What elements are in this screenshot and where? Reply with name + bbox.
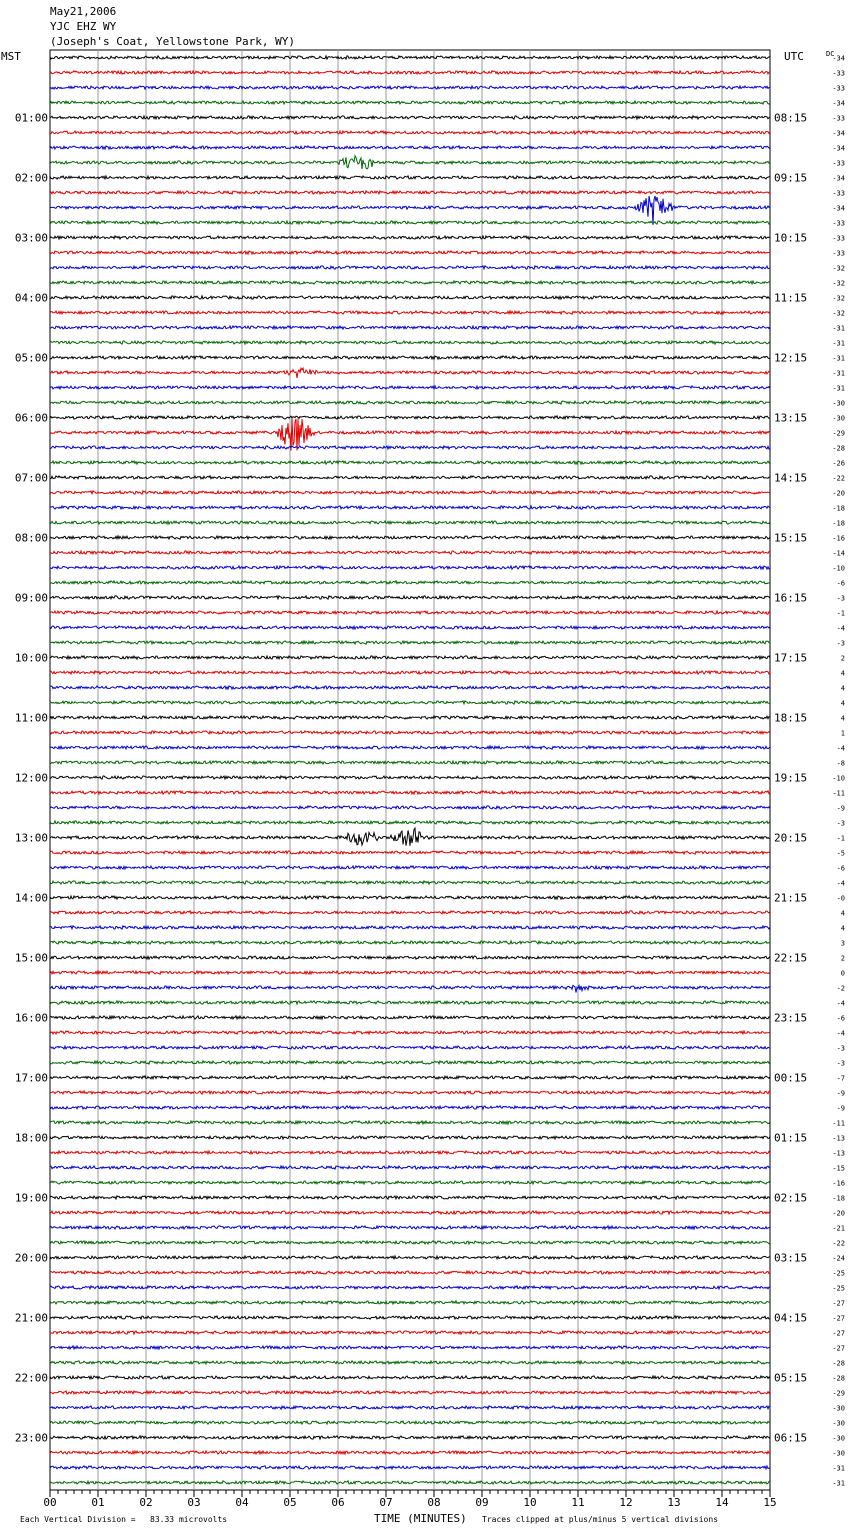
- utc-hour-label: 08:15: [774, 111, 808, 125]
- seismic-trace: [50, 626, 770, 629]
- dc-offset-label: -3: [836, 594, 845, 603]
- seismic-trace: [50, 1196, 770, 1199]
- dc-offset-label: -33: [832, 69, 845, 78]
- x-tick-label: 06: [331, 1496, 345, 1509]
- x-tick-label: 14: [715, 1496, 729, 1509]
- utc-hour-label: 02:15: [774, 1191, 808, 1205]
- dc-offset-label: -25: [832, 1269, 845, 1278]
- dc-offset-label: -27: [832, 1299, 845, 1308]
- dc-offset-label: 3: [840, 939, 845, 948]
- seismic-trace: [50, 806, 770, 809]
- mst-hour-label: 13:00: [14, 831, 48, 845]
- seismic-trace: [50, 191, 770, 194]
- dc-offset-label: -33: [832, 114, 845, 123]
- utc-hour-label: 01:15: [774, 1131, 808, 1145]
- x-tick-label: 02: [139, 1496, 153, 1509]
- seismic-trace: [50, 731, 770, 734]
- seismic-trace: [50, 1166, 770, 1169]
- dc-offset-label: 0: [840, 969, 845, 978]
- x-tick-label: 01: [91, 1496, 105, 1509]
- dc-offset-label: -32: [832, 279, 845, 288]
- dc-offset-label: -16: [832, 1179, 845, 1188]
- mst-hour-label: 01:00: [14, 111, 48, 125]
- dc-offset-label: -4: [836, 1029, 845, 1038]
- dc-offset-label: -34: [832, 174, 845, 183]
- seismic-trace: [50, 1406, 770, 1409]
- seismic-trace: [50, 1031, 770, 1034]
- seismic-trace: [50, 641, 770, 644]
- dc-offset-label: -16: [832, 534, 845, 543]
- seismic-trace: [50, 1421, 770, 1424]
- seismic-trace: [50, 566, 770, 569]
- seismic-trace: [50, 985, 770, 992]
- seismic-trace: [50, 866, 770, 869]
- mst-hour-label: 16:00: [14, 1011, 48, 1025]
- dc-offset-label: -27: [832, 1344, 845, 1353]
- dc-offset-label: -33: [832, 159, 845, 168]
- mst-hour-label: 04:00: [14, 291, 48, 305]
- seismic-trace: [50, 1076, 770, 1079]
- dc-offset-label: -10: [832, 564, 845, 573]
- dc-offset-label: -31: [832, 384, 845, 393]
- mst-hour-label: 09:00: [14, 591, 48, 605]
- dc-offset-label: 2: [840, 654, 845, 663]
- seismic-trace: [50, 956, 770, 959]
- seismic-trace: [50, 611, 770, 614]
- dc-offset-label: -29: [832, 1389, 845, 1398]
- seismic-trace: [50, 491, 770, 494]
- seismic-trace: [50, 1361, 770, 1364]
- seismic-trace: [50, 196, 770, 225]
- mst-hour-label: 19:00: [14, 1191, 48, 1205]
- mst-hour-label: 07:00: [14, 471, 48, 485]
- seismic-trace: [50, 1121, 770, 1124]
- x-tick-label: 12: [619, 1496, 633, 1509]
- utc-hour-label: 03:15: [774, 1251, 808, 1265]
- dc-offset-label: -27: [832, 1329, 845, 1338]
- dc-offset-label: -31: [832, 1479, 845, 1488]
- dc-offset-label: -11: [832, 789, 845, 798]
- dc-offset-label: -31: [832, 324, 845, 333]
- dc-offset-label: -30: [832, 399, 845, 408]
- seismic-trace: [50, 1346, 770, 1349]
- seismic-trace: [50, 1331, 770, 1334]
- dc-offset-label: -27: [832, 1314, 845, 1323]
- dc-offset-label: -6: [836, 1014, 845, 1023]
- x-axis-label: TIME (MINUTES): [374, 1512, 467, 1525]
- utc-hour-label: 05:15: [774, 1371, 808, 1385]
- x-tick-label: 03: [187, 1496, 201, 1509]
- x-tick-label: 15: [763, 1496, 777, 1509]
- scale-note: Each Vertical Division = 83.33 microvolts: [20, 1515, 228, 1524]
- dc-offset-label: -15: [832, 1164, 845, 1173]
- seismic-trace: [50, 461, 770, 464]
- seismic-trace: [50, 596, 770, 599]
- seismic-trace: [50, 1136, 770, 1139]
- seismic-trace: [50, 221, 770, 224]
- dc-offset-label: -4: [836, 624, 845, 633]
- mst-hour-label: 03:00: [14, 231, 48, 245]
- seismic-trace: [50, 1481, 770, 1484]
- utc-hour-label: 22:15: [774, 951, 808, 965]
- seismic-trace: [50, 116, 770, 119]
- utc-hour-label: 21:15: [774, 891, 808, 905]
- dc-offset-label: -25: [832, 1284, 845, 1293]
- mst-hour-label: 05:00: [14, 351, 48, 365]
- dc-offset-label: 2: [840, 954, 845, 963]
- dc-offset-label: -8: [836, 759, 845, 768]
- seismic-trace: [50, 86, 770, 89]
- dc-offset-label: -34: [832, 129, 845, 138]
- seismic-trace: [50, 506, 770, 509]
- mst-hour-label: 23:00: [14, 1431, 48, 1445]
- dc-offset-label: -6: [836, 864, 845, 873]
- x-tick-label: 08: [427, 1496, 441, 1509]
- seismic-trace: [50, 896, 770, 899]
- utc-hour-label: 11:15: [774, 291, 808, 305]
- utc-hour-label: 12:15: [774, 351, 808, 365]
- seismic-trace: [50, 176, 770, 179]
- dc-offset-label: -3: [836, 1059, 845, 1068]
- mst-hour-label: 14:00: [14, 891, 48, 905]
- dc-offset-label: -31: [832, 1464, 845, 1473]
- seismic-trace: [50, 296, 770, 299]
- seismic-trace: [50, 911, 770, 914]
- dc-offset-label: 4: [840, 699, 845, 708]
- seismic-trace: [50, 1271, 770, 1274]
- seismic-trace: [50, 1286, 770, 1289]
- seismic-trace: [50, 1016, 770, 1019]
- seismic-trace: [50, 1226, 770, 1229]
- x-tick-label: 09: [475, 1496, 489, 1509]
- dc-offset-label: -7: [836, 1074, 845, 1083]
- x-tick-label: 11: [571, 1496, 585, 1509]
- utc-hour-label: 17:15: [774, 651, 808, 665]
- dc-offset-label: -3: [836, 819, 845, 828]
- utc-hour-label: 00:15: [774, 1071, 808, 1085]
- dc-offset-label: -34: [832, 54, 845, 63]
- seismic-trace: [50, 56, 770, 59]
- utc-hour-label: 19:15: [774, 771, 808, 785]
- dc-title: DC: [826, 50, 835, 58]
- utc-hour-label: 13:15: [774, 411, 808, 425]
- dc-offset-label: -32: [832, 294, 845, 303]
- seismic-trace: [50, 1151, 770, 1154]
- dc-offset-label: -26: [832, 459, 845, 468]
- seismic-trace: [50, 971, 770, 974]
- dc-offset-label: 4: [840, 684, 845, 693]
- utc-hour-label: 14:15: [774, 471, 808, 485]
- mst-hour-label: 21:00: [14, 1311, 48, 1325]
- mst-hour-label: 06:00: [14, 411, 48, 425]
- seismic-trace: [50, 851, 770, 854]
- mst-hour-label: 18:00: [14, 1131, 48, 1145]
- station-location: (Joseph's Coat, Yellowstone Park, WY): [50, 35, 296, 48]
- dc-offset-label: -1: [836, 609, 845, 618]
- seismic-trace: [50, 761, 770, 764]
- utc-hour-label: 20:15: [774, 831, 808, 845]
- seismic-trace: [50, 926, 770, 929]
- x-tick-label: 07: [379, 1496, 393, 1509]
- dc-offset-label: -2: [836, 984, 845, 993]
- x-tick-label: 00: [43, 1496, 57, 1509]
- seismic-trace: [50, 446, 770, 449]
- dc-offset-label: 4: [840, 669, 845, 678]
- dc-offset-label: -34: [832, 204, 845, 213]
- dc-offset-label: -33: [832, 219, 845, 228]
- clip-note: Traces clipped at plus/minus 5 vertical divisions: [482, 1515, 719, 1524]
- seismic-trace: [50, 341, 770, 344]
- dc-offset-label: -9: [836, 1089, 845, 1098]
- dc-offset-label: -3: [836, 1044, 845, 1053]
- seismic-trace: [50, 1391, 770, 1394]
- utc-hour-label: 16:15: [774, 591, 808, 605]
- utc-hour-label: 15:15: [774, 531, 808, 545]
- dc-offset-label: -10: [832, 774, 845, 783]
- dc-offset-label: -30: [832, 1434, 845, 1443]
- dc-offset-label: -31: [832, 369, 845, 378]
- dc-offset-label: -13: [832, 1149, 845, 1158]
- seismic-trace: [50, 1301, 770, 1304]
- dc-offset-label: -28: [832, 1359, 845, 1368]
- utc-hour-label: 18:15: [774, 711, 808, 725]
- seismic-trace: [50, 386, 770, 389]
- dc-offset-label: -24: [832, 1254, 845, 1263]
- dc-offset-label: -4: [836, 744, 845, 753]
- dc-offset-label: -33: [832, 189, 845, 198]
- dc-offset-label: -28: [832, 1374, 845, 1383]
- dc-offset-label: -11: [832, 1119, 845, 1128]
- dc-offset-label: -18: [832, 519, 845, 528]
- dc-offset-label: -0: [836, 894, 845, 903]
- dc-offset-label: -32: [832, 309, 845, 318]
- dc-offset-label: -6: [836, 579, 845, 588]
- x-tick-label: 05: [283, 1496, 297, 1509]
- dc-offset-label: -32: [832, 264, 845, 273]
- dc-offset-label: -14: [832, 549, 845, 558]
- seismic-trace: [50, 581, 770, 584]
- dc-offset-label: -21: [832, 1224, 845, 1233]
- dc-offset-label: -22: [832, 1239, 845, 1248]
- seismic-trace: [50, 251, 770, 254]
- utc-hour-label: 09:15: [774, 171, 808, 185]
- x-tick-label: 10: [523, 1496, 537, 1509]
- mst-hour-label: 12:00: [14, 771, 48, 785]
- seismic-trace: [50, 1181, 770, 1184]
- seismic-trace: [50, 791, 770, 794]
- seismic-trace: [50, 941, 770, 944]
- seismic-trace: [50, 311, 770, 314]
- seismic-trace: [50, 236, 770, 239]
- dc-offset-label: -31: [832, 339, 845, 348]
- utc-hour-label: 04:15: [774, 1311, 808, 1325]
- seismic-trace: [50, 828, 770, 846]
- seismic-trace: [50, 521, 770, 524]
- seismic-trace: [50, 1001, 770, 1004]
- seismic-trace: [50, 536, 770, 539]
- dc-offset-label: -4: [836, 999, 845, 1008]
- dc-offset-label: 4: [840, 714, 845, 723]
- dc-offset-label: -1: [836, 834, 845, 843]
- x-tick-label: 13: [667, 1496, 681, 1509]
- seismic-trace: [50, 281, 770, 284]
- seismic-trace: [50, 146, 770, 149]
- seismic-trace: [50, 716, 770, 719]
- mst-hour-label: 10:00: [14, 651, 48, 665]
- seismic-trace: [50, 416, 770, 419]
- seismic-trace: [50, 1106, 770, 1109]
- seismic-trace: [50, 776, 770, 779]
- dc-offset-label: -33: [832, 234, 845, 243]
- x-tick-label: 04: [235, 1496, 249, 1509]
- dc-offset-label: -5: [836, 849, 845, 858]
- seismic-trace: [50, 746, 770, 749]
- seismic-trace: [50, 701, 770, 704]
- dc-offset-label: -33: [832, 84, 845, 93]
- seismic-trace: [50, 401, 770, 404]
- seismic-trace: [50, 1061, 770, 1064]
- dc-offset-label: -4: [836, 879, 845, 888]
- seismic-trace: [50, 1091, 770, 1094]
- seismic-trace: [50, 1241, 770, 1244]
- dc-offset-label: -34: [832, 144, 845, 153]
- seismic-trace: [50, 1211, 770, 1214]
- station-code: YJC EHZ WY: [50, 20, 117, 33]
- plot-date: May21,2006: [50, 5, 117, 18]
- seismic-trace: [50, 1256, 770, 1259]
- dc-offset-label: -30: [832, 414, 845, 423]
- seismic-trace: [50, 551, 770, 554]
- seismic-trace: [50, 656, 770, 659]
- seismic-trace: [50, 671, 770, 674]
- seismic-trace: [50, 101, 770, 104]
- mst-hour-label: 20:00: [14, 1251, 48, 1265]
- seismic-trace: [50, 326, 770, 329]
- utc-hour-label: 06:15: [774, 1431, 808, 1445]
- dc-offset-label: -31: [832, 354, 845, 363]
- seismic-trace: [50, 368, 770, 378]
- dc-offset-label: 1: [840, 729, 845, 738]
- seismic-trace: [50, 71, 770, 74]
- seismic-trace: [50, 418, 770, 450]
- mst-hour-label: 15:00: [14, 951, 48, 965]
- dc-offset-label: -34: [832, 99, 845, 108]
- mst-hour-label: 02:00: [14, 171, 48, 185]
- seismic-trace: [50, 686, 770, 689]
- dc-offset-label: -22: [832, 474, 845, 483]
- dc-offset-label: -29: [832, 429, 845, 438]
- dc-offset-label: -30: [832, 1449, 845, 1458]
- seismic-trace: [50, 156, 770, 169]
- mst-hour-label: 17:00: [14, 1071, 48, 1085]
- seismic-trace: [50, 1376, 770, 1379]
- dc-offset-label: -20: [832, 1209, 845, 1218]
- seismic-trace: [50, 131, 770, 134]
- dc-offset-label: -18: [832, 1194, 845, 1203]
- seismic-trace: [50, 1316, 770, 1319]
- dc-offset-label: -20: [832, 489, 845, 498]
- mst-hour-label: 22:00: [14, 1371, 48, 1385]
- seismic-trace: [50, 1466, 770, 1469]
- mst-hour-label: 08:00: [14, 531, 48, 545]
- seismic-trace: [50, 1436, 770, 1439]
- dc-offset-label: 4: [840, 924, 845, 933]
- seismic-trace: [50, 266, 770, 269]
- dc-offset-label: -9: [836, 804, 845, 813]
- seismic-trace: [50, 1046, 770, 1049]
- utc-hour-label: 10:15: [774, 231, 808, 245]
- dc-offset-label: -3: [836, 639, 845, 648]
- seismic-trace: [50, 881, 770, 884]
- dc-offset-label: -28: [832, 444, 845, 453]
- dc-offset-label: -18: [832, 504, 845, 513]
- dc-offset-label: 4: [840, 909, 845, 918]
- right-axis-title: UTC: [784, 50, 804, 63]
- dc-offset-label: -9: [836, 1104, 845, 1113]
- seismic-trace: [50, 1451, 770, 1454]
- dc-offset-label: -30: [832, 1404, 845, 1413]
- dc-offset-label: -33: [832, 249, 845, 258]
- left-axis-title: MST: [1, 50, 21, 63]
- dc-offset-label: -13: [832, 1134, 845, 1143]
- mst-hour-label: 11:00: [14, 711, 48, 725]
- utc-hour-label: 23:15: [774, 1011, 808, 1025]
- seismic-trace: [50, 821, 770, 824]
- dc-offset-label: -30: [832, 1419, 845, 1428]
- seismic-trace: [50, 476, 770, 479]
- seismic-trace: [50, 356, 770, 359]
